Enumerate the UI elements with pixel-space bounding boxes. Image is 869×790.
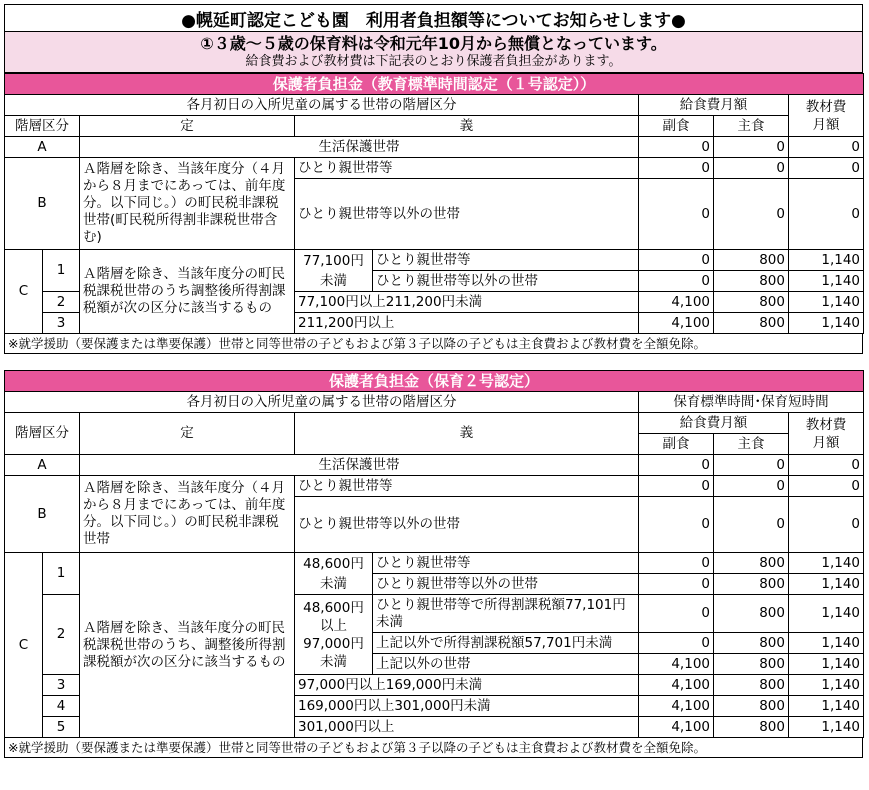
table-row [5, 137, 864, 158]
class-label: B [5, 158, 80, 250]
definition: 211,200円以上 [295, 313, 639, 334]
amount-qualifier: 未満 [320, 575, 347, 592]
material-fee: 1,140 [789, 553, 864, 574]
definition: 169,000円以上301,000円未満 [295, 696, 639, 717]
exemption-note: ※就学援助（要保護または準要保護）世帯と同等世帯の子どもおよび第３子以降の子どもは主食費および教材費を全額免除。 [4, 738, 863, 758]
material-fee: 1,140 [789, 696, 864, 717]
amount-qualifier: 未満 [320, 272, 347, 289]
amount-value: 97,000円 [303, 635, 364, 652]
definition: 生活保護世帯 [80, 137, 639, 158]
table-row [5, 158, 864, 179]
class-description: Ａ階層を除き、当該年度分（４月から８月までにあっては、前年度分。以下同じ。）の町民税非課税世帯 [80, 476, 295, 553]
definition: ひとり親世帯等で所得割課税額77,101円未満 [373, 595, 639, 633]
material-fee: 1,140 [789, 313, 864, 334]
amount-qualifier: 未満 [320, 653, 347, 670]
side-dish-fee: 0 [639, 137, 714, 158]
side-dish-fee: 4,100 [639, 292, 714, 313]
exemption-note: ※就学援助（要保護または準要保護）世帯と同等世帯の子どもおよび第３子以降の子どもは主食費および教材費を全額免除。 [4, 334, 863, 354]
staple-fee: 800 [714, 313, 789, 334]
notice-line-2: 給食費および教材費は下記表のとおり保護者負担金があります。 [245, 54, 622, 69]
staple-fee: 0 [714, 179, 789, 250]
amount-value: 48,600円 [303, 555, 364, 572]
notice-line-1: ①３歳～５歳の保育料は令和元年10月から無償となっています。 [200, 34, 667, 53]
material-fee: 1,140 [789, 717, 864, 738]
definition: ひとり親世帯等以外の世帯 [295, 179, 639, 250]
class-description: Ａ階層を除き、当該年度分の町民税課税世帯のうち調整後所得割課税額が次の区分に該当するもの [80, 250, 295, 334]
material-fee: 1,140 [789, 633, 864, 654]
sub-class-number: 5 [43, 717, 80, 738]
definition: ひとり親世帯等 [295, 476, 639, 497]
side-dish-fee: 0 [639, 497, 714, 553]
material-fee: 0 [789, 476, 864, 497]
side-dish-fee: 0 [639, 574, 714, 595]
sub-class-number: 2 [43, 595, 80, 675]
definition: 上記以外で所得割課税額57,701円未満 [373, 633, 639, 654]
material-fee: 1,140 [789, 250, 864, 271]
staple-fee: 800 [714, 675, 789, 696]
side-dish-fee: 4,100 [639, 717, 714, 738]
sub-class-number: 2 [43, 292, 80, 313]
material-fee: 0 [789, 497, 864, 553]
definition: ひとり親世帯等以外の世帯 [295, 497, 639, 553]
definition: ひとり親世帯等以外の世帯 [373, 271, 639, 292]
side-dish-fee: 0 [639, 179, 714, 250]
material-fee: 0 [789, 158, 864, 179]
header-material-fee: 教材費月額 [789, 95, 864, 137]
staple-fee: 800 [714, 595, 789, 633]
amount-threshold [295, 553, 373, 595]
side-dish-fee: 0 [639, 633, 714, 654]
header-material-fee: 教材費月額 [789, 413, 864, 455]
material-fee: 1,140 [789, 675, 864, 696]
free-tuition-notice [4, 32, 863, 73]
table-row [5, 553, 864, 574]
staple-fee: 0 [714, 137, 789, 158]
header-def-1: 定 [80, 116, 295, 137]
fee-table-type1 [4, 73, 864, 334]
definition: 上記以外の世帯 [373, 654, 639, 675]
side-dish-fee: 4,100 [639, 313, 714, 334]
header-meal-fee: 給食費月額 [639, 413, 789, 434]
section-band: 保護者負担金（教育標準時間認定（１号認定）） [5, 74, 864, 95]
definition: 301,000円以上 [295, 717, 639, 738]
definition: ひとり親世帯等 [295, 158, 639, 179]
side-dish-fee: 0 [639, 455, 714, 476]
class-label: B [5, 476, 80, 553]
staple-fee: 800 [714, 553, 789, 574]
side-dish-fee: 0 [639, 595, 714, 633]
staple-fee: 800 [714, 574, 789, 595]
staple-fee: 800 [714, 717, 789, 738]
staple-fee: 800 [714, 654, 789, 675]
class-label: C [5, 553, 43, 738]
sub-class-number: 1 [43, 250, 80, 292]
side-dish-fee: 4,100 [639, 654, 714, 675]
staple-fee: 0 [714, 476, 789, 497]
side-dish-fee: 0 [639, 250, 714, 271]
class-label: A [5, 137, 80, 158]
material-fee: 1,140 [789, 654, 864, 675]
class-description: Ａ階層を除き、当該年度分（４月から８月までにあっては、前年度分。以下同じ。）の町民税非課税世帯(町民税所得割非課税世帯含む) [80, 158, 295, 250]
header-def-2: 義 [295, 413, 639, 455]
class-label: C [5, 250, 43, 334]
header-def-2: 義 [295, 116, 639, 137]
definition: ひとり親世帯等 [373, 250, 639, 271]
header-care-time: 保育標準時間･保育短時間 [639, 392, 864, 413]
sub-class-number: 4 [43, 696, 80, 717]
section-band: 保護者負担金（保育２号認定） [5, 371, 864, 392]
header-staple: 主食 [714, 434, 789, 455]
header-class: 階層区分 [5, 116, 80, 137]
staple-fee: 800 [714, 271, 789, 292]
material-fee: 1,140 [789, 271, 864, 292]
staple-fee: 800 [714, 633, 789, 654]
sub-class-number: 3 [43, 675, 80, 696]
header-def-1: 定 [80, 413, 295, 455]
definition: ひとり親世帯等 [373, 553, 639, 574]
fee-notice-page [4, 4, 863, 758]
header-staple: 主食 [714, 116, 789, 137]
staple-fee: 0 [714, 455, 789, 476]
definition: ひとり親世帯等以外の世帯 [373, 574, 639, 595]
fee-table-type2 [4, 370, 864, 738]
material-fee: 0 [789, 137, 864, 158]
sub-class-number: 3 [43, 313, 80, 334]
definition: 77,100円以上211,200円未満 [295, 292, 639, 313]
table-row [5, 250, 864, 271]
header-description: 各月初日の入所児童の属する世帯の階層区分 [5, 95, 639, 116]
material-fee: 0 [789, 179, 864, 250]
header-description: 各月初日の入所児童の属する世帯の階層区分 [5, 392, 639, 413]
side-dish-fee: 0 [639, 271, 714, 292]
header-meal-fee: 給食費月額 [639, 95, 789, 116]
staple-fee: 0 [714, 158, 789, 179]
sub-class-number: 1 [43, 553, 80, 595]
header-class: 階層区分 [5, 413, 80, 455]
staple-fee: 800 [714, 292, 789, 313]
table-row [5, 476, 864, 497]
amount-threshold [295, 250, 373, 292]
material-fee: 1,140 [789, 595, 864, 633]
class-description: Ａ階層を除き、当該年度分の町民税課税世帯のうち、調整後所得割課税額が次の区分に該当するもの [80, 553, 295, 738]
amount-threshold [295, 595, 373, 675]
definition: 生活保護世帯 [80, 455, 639, 476]
material-fee: 0 [789, 455, 864, 476]
amount-qualifier: 以上 [320, 617, 347, 634]
amount-value: 77,100円 [303, 252, 364, 269]
staple-fee: 800 [714, 696, 789, 717]
definition: 97,000円以上169,000円未満 [295, 675, 639, 696]
class-label: A [5, 455, 80, 476]
page-title: ●幌延町認定こども園 利用者負担額等についてお知らせします● [4, 4, 863, 32]
side-dish-fee: 0 [639, 476, 714, 497]
side-dish-fee: 4,100 [639, 675, 714, 696]
side-dish-fee: 4,100 [639, 696, 714, 717]
amount-value: 48,600円 [303, 599, 364, 616]
header-side-dish: 副食 [639, 434, 714, 455]
side-dish-fee: 0 [639, 553, 714, 574]
material-fee: 1,140 [789, 292, 864, 313]
material-fee: 1,140 [789, 574, 864, 595]
table-row [5, 455, 864, 476]
staple-fee: 800 [714, 250, 789, 271]
side-dish-fee: 0 [639, 158, 714, 179]
header-side-dish: 副食 [639, 116, 714, 137]
staple-fee: 0 [714, 497, 789, 553]
